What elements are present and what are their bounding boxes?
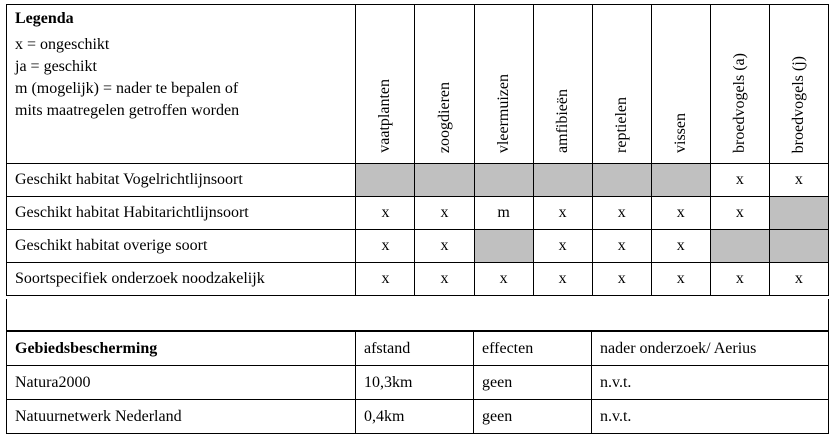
- table-spacer-row: [6, 299, 829, 331]
- protection-header-cell: Gebiedsbescherming: [7, 332, 356, 366]
- column-header-label: reptielen: [612, 97, 630, 153]
- protection-header-row: [7, 332, 829, 366]
- suitability-cell: x: [533, 197, 592, 230]
- suitability-cell: x: [415, 197, 474, 230]
- not-applicable-cell: [533, 164, 592, 197]
- suitability-cell: x: [356, 230, 415, 263]
- protection-header-cell: afstand: [356, 332, 474, 366]
- suitability-cell: x: [592, 230, 651, 263]
- legend-title: Legenda: [15, 10, 74, 27]
- column-header: [356, 5, 415, 164]
- not-applicable-cell: [769, 230, 828, 263]
- legend-cell: [7, 5, 356, 164]
- not-applicable-cell: [356, 164, 415, 197]
- suitability-cell: x: [710, 263, 769, 296]
- column-header-label: broedvogels (j): [789, 55, 807, 153]
- protection-header-cell: nader onderzoek/ Aerius: [592, 332, 829, 366]
- area-protection-table: [6, 331, 829, 434]
- suitability-cell: x: [651, 263, 710, 296]
- column-header-label: broedvogels (a): [730, 53, 748, 153]
- row-label: Geschikt habitat overige soort: [7, 230, 356, 263]
- suitability-cell: x: [474, 263, 533, 296]
- table-header-row: [7, 5, 829, 164]
- protection-row: [7, 400, 829, 434]
- legend-line: x = ongeschikt: [15, 36, 110, 53]
- species-table-document: [6, 4, 829, 437]
- not-applicable-cell: [769, 197, 828, 230]
- column-header: [592, 5, 651, 164]
- protection-cell: geen: [474, 400, 592, 434]
- suitability-cell: x: [592, 197, 651, 230]
- protection-row: [7, 366, 829, 400]
- protection-cell: Natuurnetwerk Nederland: [7, 400, 356, 434]
- protection-cell: n.v.t.: [592, 366, 829, 400]
- column-header: [533, 5, 592, 164]
- row-label: Soortspecifiek onderzoek noodzakelijk: [7, 263, 356, 296]
- column-header-label: vaatplanten: [376, 79, 394, 153]
- column-header: [415, 5, 474, 164]
- suitability-cell: x: [415, 263, 474, 296]
- suitability-cell: x: [592, 263, 651, 296]
- suitability-cell: x: [769, 263, 828, 296]
- column-header-label: vissen: [671, 113, 689, 153]
- protection-cell: 0,4km: [356, 400, 474, 434]
- suitability-cell: x: [710, 164, 769, 197]
- not-applicable-cell: [710, 230, 769, 263]
- column-header: [651, 5, 710, 164]
- table-row: [7, 164, 829, 197]
- species-suitability-table: [6, 4, 829, 296]
- column-header: [474, 5, 533, 164]
- table-row: [7, 263, 829, 296]
- not-applicable-cell: [474, 164, 533, 197]
- table-row: [7, 197, 829, 230]
- protection-cell: 10,3km: [356, 366, 474, 400]
- row-label: Geschikt habitat Vogelrichtlijnsoort: [7, 164, 356, 197]
- column-header: [710, 5, 769, 164]
- protection-cell: n.v.t.: [592, 400, 829, 434]
- suitability-cell: x: [533, 230, 592, 263]
- protection-cell: geen: [474, 366, 592, 400]
- protection-header-cell: effecten: [474, 332, 592, 366]
- legend-line: mits maatregelen getroffen worden: [15, 102, 240, 119]
- not-applicable-cell: [474, 230, 533, 263]
- suitability-cell: x: [710, 197, 769, 230]
- suitability-cell: x: [769, 164, 828, 197]
- protection-cell: Natura2000: [7, 366, 356, 400]
- not-applicable-cell: [592, 164, 651, 197]
- not-applicable-cell: [651, 164, 710, 197]
- legend-line: m (mogelijk) = nader te bepalen of: [15, 80, 239, 97]
- row-label: Geschikt habitat Habitarichtlijnsoort: [7, 197, 356, 230]
- suitability-cell: x: [651, 197, 710, 230]
- column-header: [769, 5, 828, 164]
- suitability-cell: x: [356, 263, 415, 296]
- table-row: [7, 230, 829, 263]
- suitability-cell: m: [474, 197, 533, 230]
- column-header-label: amfibieën: [553, 89, 571, 153]
- suitability-cell: x: [356, 197, 415, 230]
- column-header-label: vleermuizen: [494, 73, 512, 153]
- not-applicable-cell: [415, 164, 474, 197]
- suitability-cell: x: [533, 263, 592, 296]
- suitability-cell: x: [415, 230, 474, 263]
- legend-line: ja = geschikt: [15, 58, 97, 75]
- column-header-label: zoogdieren: [435, 81, 453, 153]
- suitability-cell: x: [651, 230, 710, 263]
